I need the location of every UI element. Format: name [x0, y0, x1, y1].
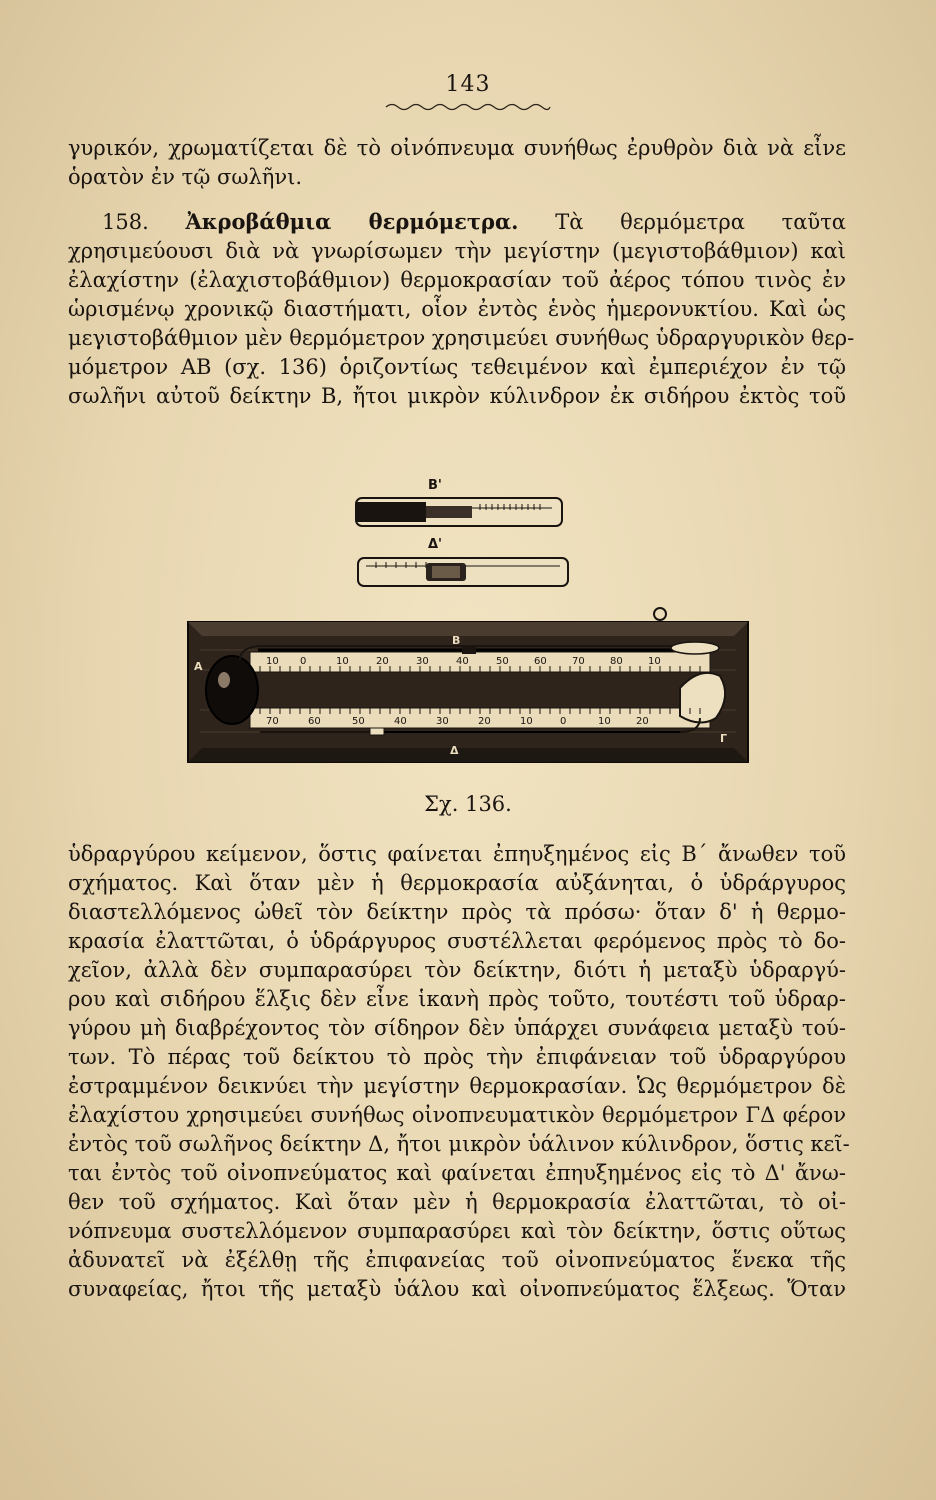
text-line: Τὰ θερμόμετρα ταῦτα — [555, 210, 846, 234]
index-b-detail — [356, 498, 562, 526]
text-line: χεῖον, ἀλλὰ δὲν συμπαρασύρει τὸν δείκτην, διότι ἡ μεταξὺ ὑδραργύ- — [68, 958, 846, 982]
label-b-prime: Β' — [428, 478, 442, 493]
section-title: Ἀκροβάθμια θερμόμετρα. — [185, 209, 519, 234]
page-number: 143 — [445, 72, 491, 97]
lower-tick-label: 50 — [352, 716, 365, 727]
text-line: μεγιστοβάθμιον μὲν θερμόμετρον χρησιμεύει συνήθως ὑδραργυρικὸν θερ- — [68, 326, 855, 350]
text-line: ται ἐντὸς τοῦ οἰνοπνεύματος καὶ φαίνεται ἐπηυξημένος εἰς τὸ Δ' ἄνω- — [68, 1161, 846, 1185]
paragraph-main — [68, 840, 850, 1304]
lower-tick-label: 40 — [394, 716, 407, 727]
ornamental-rule — [384, 102, 552, 112]
lower-tick-label: 30 — [436, 716, 449, 727]
label-delta: Δ — [450, 744, 459, 757]
text-line: ὑδραργύρου κείμενον, ὅστις φαίνεται ἐπηυξημένος εἰς Β΄ ἄνωθεν τοῦ — [68, 842, 846, 866]
text-line: μόμετρον ΑΒ (σχ. 136) ὁριζοντίως τεθειμένον καὶ ἐμπεριέχον ἐν τῷ — [68, 355, 846, 379]
text-line: σωλῆνι αὐτοῦ δείκτην Β, ἤτοι μικρὸν κύλινδρον ἐκ σιδήρου ἐκτὸς τοῦ — [68, 384, 846, 408]
text-line: γύρου μὴ διαβρέχοντος τὸν σίδηρον δὲν ὑπάρχει συνάφεια μεταξὺ τού- — [68, 1016, 846, 1040]
section-number: 158. — [102, 210, 149, 234]
text-line: σχήματος. Καὶ ὅταν μὲν ἡ θερμοκρασία αὐξάνηται, ὁ ὑδράργυρος — [68, 871, 846, 895]
thermometer-illustration — [180, 470, 760, 780]
text-line: ἀδυνατεῖ νὰ ἐξέλθῃ τῆς ἐπιφανείας τοῦ οἰνοπνεύματος ἕνεκα τῆς — [68, 1248, 846, 1272]
lower-tick-label: 20 — [478, 716, 491, 727]
figure-caption: Σχ. 136. — [424, 792, 512, 816]
text-line: ἐστραμμένον δεικνύει τὴν μεγίστην θερμοκρασίαν. Ὡς θερμόμετρον δὲ — [68, 1074, 846, 1098]
label-a: Α — [194, 660, 203, 673]
thermometer-board — [188, 608, 748, 762]
section-158 — [68, 207, 855, 411]
lower-tick-label: 60 — [308, 716, 321, 727]
text-line: ρου καὶ σιδήρου ἕλξις δὲν εἶνε ἱκανὴ πρὸς τοῦτο, τουτέστι τοῦ ὑδραρ- — [68, 987, 846, 1011]
lower-tick-label: 70 — [266, 716, 279, 727]
lower-tick-label: 10 — [598, 716, 611, 727]
text-line: συναφείας, ἤτοι τῆς μεταξὺ ὑάλου καὶ οἰνοπνεύματος ἕλξεως. Ὅταν — [68, 1277, 846, 1301]
label-gamma: Γ — [720, 732, 728, 745]
label-beta: Β — [452, 634, 461, 647]
lower-tick-label: 20 — [636, 716, 649, 727]
upper-tick-label: 10 — [648, 656, 661, 667]
upper-tick-label: 10 — [266, 656, 279, 667]
text-line: ἐλαχίστου χρησιμεύει συνήθως οἰνοπνευματικὸν θερμόμετρον ΓΔ φέρον — [68, 1103, 846, 1127]
text-line: ὡρισμένῳ χρονικῷ διαστήματι, οἷον ἐντὸς ἑνὸς ἡμερονυκτίου. Καὶ ὡς — [68, 297, 846, 321]
text-line: νόπνευμα συστελλόμενον συμπαρασύρει καὶ τὸν δείκτην, ὅστις οὕτως — [68, 1219, 846, 1243]
upper-tick-label: 60 — [534, 656, 547, 667]
text-line: ὁρατὸν ἐν τῷ σωλῆνι. — [68, 165, 303, 189]
text-line: θεν τοῦ σχήματος. Καὶ ὅταν μὲν ἡ θερμοκρασία ἐλαττῶται, τὸ οἰ- — [68, 1190, 846, 1214]
upper-tick-label: 0 — [300, 656, 307, 667]
upper-tick-label: 70 — [572, 656, 585, 667]
figure-136-thermometers — [180, 470, 760, 780]
text-line: χρησιμεύουσι διὰ νὰ γνωρίσωμεν τὴν μεγίστην (μεγιστοβάθμιον) καὶ — [68, 239, 846, 263]
upper-tick-label: 80 — [610, 656, 623, 667]
paragraph-continued — [68, 134, 846, 192]
lower-tick-label: 0 — [560, 716, 567, 727]
upper-tick-label: 10 — [336, 656, 349, 667]
text-line: ἐλαχίστην (ἐλαχιστοβάθμιον) θερμοκρασίαν τοῦ ἀέρος τόπου τινὸς ἐν — [68, 268, 846, 292]
text-line: κρασία ἐλαττῶται, ὁ ὑδράργυρος συστέλλεται φερόμενος πρὸς τὸ δο- — [68, 929, 846, 953]
upper-tick-label: 30 — [416, 656, 429, 667]
text-line: διαστελλόμενος ὠθεῖ τὸν δείκτην πρὸς τὰ πρόσω· ὅταν δ' ἡ θερμο- — [68, 900, 846, 924]
lower-tick-label: 10 — [520, 716, 533, 727]
label-d-prime: Δ' — [428, 537, 443, 552]
upper-tick-label: 50 — [496, 656, 509, 667]
text-line: ἐντὸς τοῦ σωλῆνος δείκτην Δ, ἤτοι μικρὸν ὑάλινον κύλινδρον, ὅστις κεῖ- — [68, 1132, 850, 1156]
text-line: γυρικόν, χρωματίζεται δὲ τὸ οἰνόπνευμα συνήθως ἐρυθρὸν διὰ νὰ εἶνε — [68, 136, 846, 160]
text-line: των. Τὸ πέρας τοῦ δείκτου τὸ πρὸς τὴν ἐπιφάνειαν τοῦ ὑδραργύρου — [68, 1045, 846, 1069]
upper-tick-label: 40 — [456, 656, 469, 667]
upper-tick-label: 20 — [376, 656, 389, 667]
index-d-detail — [358, 558, 568, 586]
